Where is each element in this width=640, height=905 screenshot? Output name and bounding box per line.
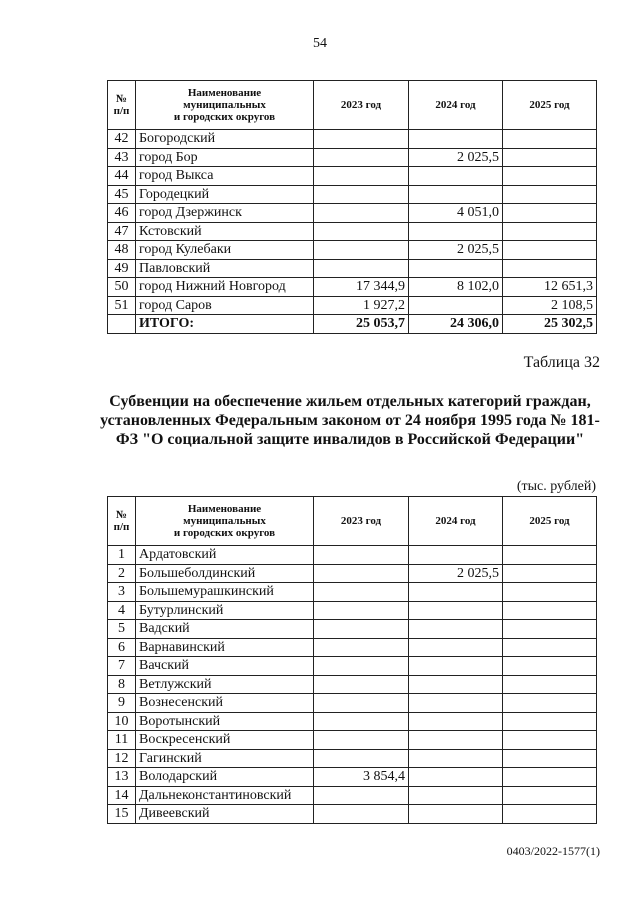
table-row bbox=[108, 130, 597, 149]
header-year: 2025 год bbox=[503, 81, 597, 130]
amount-cell bbox=[409, 712, 503, 731]
municipality-name: Городецкий bbox=[136, 185, 314, 204]
amount-cell bbox=[314, 259, 409, 278]
amount-cell bbox=[503, 564, 597, 583]
row-number: 15 bbox=[108, 805, 136, 824]
page-number: 54 bbox=[313, 36, 327, 51]
amount-cell bbox=[314, 130, 409, 149]
header-year: 2025 год bbox=[503, 497, 597, 546]
municipality-name: город Выкса bbox=[136, 167, 314, 186]
table-row bbox=[108, 583, 597, 602]
amount-cell bbox=[503, 167, 597, 186]
table-row bbox=[108, 657, 597, 676]
row-number: 51 bbox=[108, 296, 136, 315]
subsidy-table-continued bbox=[107, 80, 597, 334]
amount-cell bbox=[503, 130, 597, 149]
amount-cell bbox=[314, 620, 409, 639]
amount-cell bbox=[409, 259, 503, 278]
municipality-name: Воскресенский bbox=[136, 731, 314, 750]
amount-cell bbox=[503, 601, 597, 620]
amount-cell bbox=[503, 583, 597, 602]
amount-cell bbox=[409, 130, 503, 149]
municipality-name: ИТОГО: bbox=[136, 315, 314, 334]
amount-cell bbox=[314, 204, 409, 223]
amount-cell bbox=[503, 546, 597, 565]
table-row bbox=[108, 296, 597, 315]
amount-cell bbox=[503, 712, 597, 731]
row-number: 6 bbox=[108, 638, 136, 657]
row-number: 3 bbox=[108, 583, 136, 602]
municipality-name: Бутурлинский bbox=[136, 601, 314, 620]
amount-cell bbox=[503, 620, 597, 639]
row-number: 1 bbox=[108, 546, 136, 565]
table-label: Таблица 32 bbox=[523, 354, 600, 371]
amount-cell bbox=[409, 749, 503, 768]
amount-cell bbox=[314, 805, 409, 824]
row-number: 48 bbox=[108, 241, 136, 260]
amount-cell bbox=[314, 546, 409, 565]
table-row bbox=[108, 620, 597, 639]
amount-cell: 24 306,0 bbox=[409, 315, 503, 334]
table-row bbox=[108, 278, 597, 297]
amount-cell bbox=[314, 712, 409, 731]
table-row bbox=[108, 564, 597, 583]
municipality-name: Воротынский bbox=[136, 712, 314, 731]
amount-cell bbox=[409, 583, 503, 602]
table-row bbox=[108, 805, 597, 824]
amount-cell bbox=[314, 222, 409, 241]
amount-cell bbox=[314, 148, 409, 167]
table-row bbox=[108, 768, 597, 787]
amount-cell bbox=[503, 638, 597, 657]
amount-cell: 1 927,2 bbox=[314, 296, 409, 315]
table-row bbox=[108, 731, 597, 750]
amount-cell bbox=[503, 786, 597, 805]
row-number bbox=[108, 315, 136, 334]
amount-cell bbox=[409, 546, 503, 565]
amount-cell: 25 053,7 bbox=[314, 315, 409, 334]
amount-cell: 2 025,5 bbox=[409, 564, 503, 583]
amount-cell bbox=[409, 620, 503, 639]
amount-cell bbox=[503, 749, 597, 768]
amount-cell bbox=[409, 675, 503, 694]
row-number: 9 bbox=[108, 694, 136, 713]
table-row bbox=[108, 712, 597, 731]
municipality-name: Дивеевский bbox=[136, 805, 314, 824]
table-row bbox=[108, 601, 597, 620]
table-row bbox=[108, 786, 597, 805]
total-row bbox=[108, 315, 597, 334]
amount-cell bbox=[409, 167, 503, 186]
table-row bbox=[108, 675, 597, 694]
municipality-name: Дальнеконстантиновский bbox=[136, 786, 314, 805]
amount-cell bbox=[409, 638, 503, 657]
amount-cell bbox=[503, 694, 597, 713]
row-number: 49 bbox=[108, 259, 136, 278]
amount-cell: 25 302,5 bbox=[503, 315, 597, 334]
row-number: 7 bbox=[108, 657, 136, 676]
amount-cell: 17 344,9 bbox=[314, 278, 409, 297]
municipality-name: город Саров bbox=[136, 296, 314, 315]
row-number: 13 bbox=[108, 768, 136, 787]
amount-cell bbox=[409, 657, 503, 676]
municipality-name: Гагинский bbox=[136, 749, 314, 768]
header-number: № п/п bbox=[108, 497, 136, 546]
municipality-name: Большеболдинский bbox=[136, 564, 314, 583]
header-year: 2024 год bbox=[409, 497, 503, 546]
municipality-name: Вадский bbox=[136, 620, 314, 639]
amount-cell bbox=[503, 731, 597, 750]
table-row bbox=[108, 259, 597, 278]
row-number: 50 bbox=[108, 278, 136, 297]
municipality-name: Павловский bbox=[136, 259, 314, 278]
amount-cell bbox=[409, 296, 503, 315]
row-number: 2 bbox=[108, 564, 136, 583]
amount-cell bbox=[503, 222, 597, 241]
amount-cell bbox=[503, 259, 597, 278]
amount-cell bbox=[314, 564, 409, 583]
municipality-name: Вознесенский bbox=[136, 694, 314, 713]
amount-cell: 2 108,5 bbox=[503, 296, 597, 315]
row-number: 45 bbox=[108, 185, 136, 204]
municipality-name: город Кулебаки bbox=[136, 241, 314, 260]
amount-cell bbox=[314, 185, 409, 204]
table-header-row bbox=[108, 81, 597, 130]
row-number: 44 bbox=[108, 167, 136, 186]
municipality-name: Вачский bbox=[136, 657, 314, 676]
row-number: 47 bbox=[108, 222, 136, 241]
amount-cell bbox=[314, 675, 409, 694]
row-number: 5 bbox=[108, 620, 136, 639]
amount-cell bbox=[503, 675, 597, 694]
amount-cell bbox=[503, 204, 597, 223]
amount-cell bbox=[503, 657, 597, 676]
amount-cell bbox=[314, 167, 409, 186]
municipality-name: Большемурашкинский bbox=[136, 583, 314, 602]
amount-cell bbox=[314, 601, 409, 620]
municipality-name: город Бор bbox=[136, 148, 314, 167]
table-row bbox=[108, 546, 597, 565]
amount-cell bbox=[503, 805, 597, 824]
table-row bbox=[108, 749, 597, 768]
municipality-name: Кстовский bbox=[136, 222, 314, 241]
table-row bbox=[108, 222, 597, 241]
amount-cell bbox=[409, 222, 503, 241]
row-number: 10 bbox=[108, 712, 136, 731]
municipality-name: Володарский bbox=[136, 768, 314, 787]
amount-cell bbox=[503, 185, 597, 204]
amount-cell: 2 025,5 bbox=[409, 241, 503, 260]
amount-cell bbox=[409, 694, 503, 713]
amount-cell: 3 854,4 bbox=[314, 768, 409, 787]
header-name: Наименование муниципальных и городских округов bbox=[136, 497, 314, 546]
amount-cell bbox=[314, 638, 409, 657]
municipality-name: Ветлужский bbox=[136, 675, 314, 694]
amount-cell bbox=[314, 657, 409, 676]
header-year: 2023 год bbox=[314, 497, 409, 546]
amount-cell: 2 025,5 bbox=[409, 148, 503, 167]
amount-cell bbox=[314, 786, 409, 805]
municipality-name: Ардатовский bbox=[136, 546, 314, 565]
amount-cell bbox=[314, 731, 409, 750]
amount-cell bbox=[409, 185, 503, 204]
amount-cell bbox=[314, 583, 409, 602]
municipality-name: Варнавинский bbox=[136, 638, 314, 657]
amount-cell: 12 651,3 bbox=[503, 278, 597, 297]
amount-cell bbox=[503, 241, 597, 260]
table-row bbox=[108, 148, 597, 167]
row-number: 14 bbox=[108, 786, 136, 805]
header-name: Наименование муниципальных и городских округов bbox=[136, 81, 314, 130]
amount-cell bbox=[409, 601, 503, 620]
row-number: 8 bbox=[108, 675, 136, 694]
document-code: 0403/2022-1577(1) bbox=[506, 844, 600, 858]
row-number: 42 bbox=[108, 130, 136, 149]
header-year: 2024 год bbox=[409, 81, 503, 130]
row-number: 11 bbox=[108, 731, 136, 750]
amount-cell bbox=[503, 768, 597, 787]
amount-cell bbox=[314, 694, 409, 713]
amount-cell bbox=[409, 731, 503, 750]
amount-cell bbox=[503, 148, 597, 167]
header-number: № п/п bbox=[108, 81, 136, 130]
housing-subsidy-table bbox=[107, 496, 597, 824]
table-title: Субвенции на обеспечение жильем отдельных категорий граждан, установленных Федеральным законом от 24 ноября 1995 года № 181-ФЗ "О социальной защите инвалидов в Российской Федерации" bbox=[100, 393, 600, 448]
municipality-name: город Нижний Новгород bbox=[136, 278, 314, 297]
units-label: (тыс. рублей) bbox=[516, 479, 596, 494]
amount-cell bbox=[409, 786, 503, 805]
row-number: 12 bbox=[108, 749, 136, 768]
table-row bbox=[108, 241, 597, 260]
municipality-name: город Дзержинск bbox=[136, 204, 314, 223]
row-number: 46 bbox=[108, 204, 136, 223]
amount-cell: 8 102,0 bbox=[409, 278, 503, 297]
table-row bbox=[108, 638, 597, 657]
amount-cell bbox=[409, 768, 503, 787]
row-number: 43 bbox=[108, 148, 136, 167]
amount-cell: 4 051,0 bbox=[409, 204, 503, 223]
amount-cell bbox=[314, 241, 409, 260]
amount-cell bbox=[409, 805, 503, 824]
table-row bbox=[108, 204, 597, 223]
amount-cell bbox=[314, 749, 409, 768]
table-header-row bbox=[108, 497, 597, 546]
table-row bbox=[108, 167, 597, 186]
header-year: 2023 год bbox=[314, 81, 409, 130]
municipality-name: Богородский bbox=[136, 130, 314, 149]
table-row bbox=[108, 185, 597, 204]
table-row bbox=[108, 694, 597, 713]
row-number: 4 bbox=[108, 601, 136, 620]
